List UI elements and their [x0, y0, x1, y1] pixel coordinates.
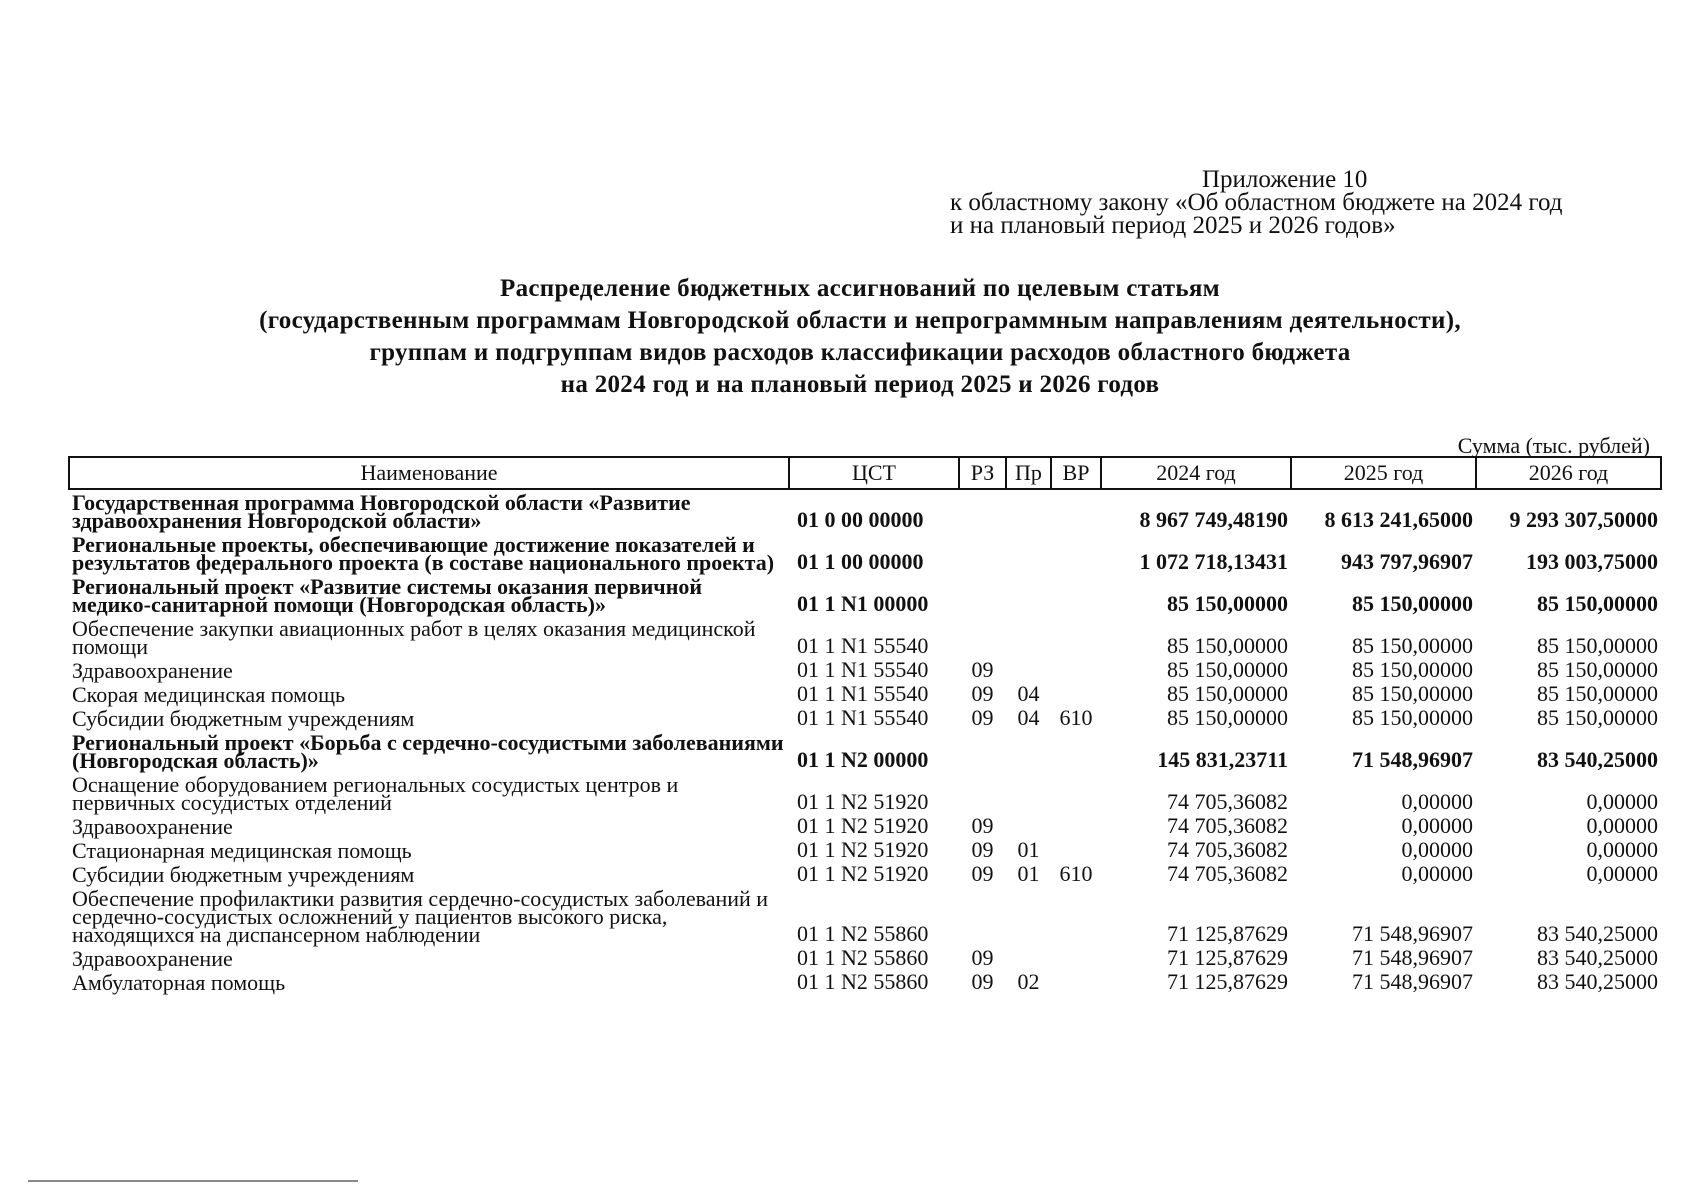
row-vr [1051, 489, 1101, 532]
row-2026: 0,00000 [1586, 813, 1658, 838]
units-label: Сумма (тыс. рублей) [1457, 433, 1650, 458]
row-pr [1006, 886, 1051, 946]
row-2024: 145 831,23711 [1157, 747, 1288, 772]
row-2026: 0,00000 [1586, 837, 1658, 862]
row-rz: 09 [971, 657, 994, 682]
table-body [69, 489, 1661, 994]
row-cst: 01 1 N2 00000 [797, 747, 929, 772]
table-row [69, 814, 1661, 838]
row-cst: 01 1 N2 51920 [797, 837, 929, 862]
row-2024: 74 705,36082 [1167, 861, 1288, 886]
table-row [69, 658, 1661, 682]
table-row [69, 970, 1661, 994]
row-2025: 71 548,96907 [1352, 969, 1473, 994]
row-cst: 01 1 N1 55540 [797, 633, 929, 658]
header-vr: ВР [1051, 457, 1101, 489]
row-name: Стационарная медицинская помощь [72, 838, 412, 863]
row-2026: 9 293 307,50000 [1509, 507, 1658, 532]
row-2026: 83 540,25000 [1537, 945, 1658, 970]
table-row [69, 772, 1661, 814]
row-name: Региональный проект «Борьба с сердечно-сосудистыми заболеваниями (Новгородская область)» [72, 730, 784, 773]
table-row [69, 730, 1661, 772]
row-pr: 01 [1017, 837, 1040, 862]
row-pr: 02 [1017, 969, 1040, 994]
row-cst: 01 1 N2 55860 [797, 945, 929, 970]
header-2024: 2024 год [1101, 457, 1291, 489]
table-row [69, 886, 1661, 946]
row-rz [959, 730, 1006, 772]
row-name: Обеспечение профилактики развития сердечно-сосудистых заболеваний и сердечно-сосудистых осложнений у пациентов высокого риска, находящихся на диспансерном наблюдении [72, 886, 769, 947]
appendix-law-reference: к областному закону «Об областном бюджете на 2024 год [950, 189, 1563, 216]
table-row [69, 706, 1661, 730]
title-line: (государственным программам Новгородской области и непрограммным направлениям деятельности), [259, 307, 1461, 334]
table-header-row [69, 457, 1661, 489]
row-cst: 01 1 N1 55540 [797, 681, 929, 706]
row-2024: 85 150,00000 [1167, 591, 1288, 616]
row-vr: 610 [1059, 705, 1093, 730]
row-name: Обеспечение закупки авиационных работ в целях оказания медицинской помощи [72, 616, 756, 659]
row-vr [1051, 772, 1101, 814]
header-name: Наименование [69, 457, 789, 489]
table-row [69, 946, 1661, 970]
row-name: Региональный проект «Развитие системы оказания первичной медико-санитарной помощи (Новгородская область)» [72, 574, 703, 617]
table-row [69, 862, 1661, 886]
footer-divider [28, 1180, 358, 1182]
row-2025: 71 548,96907 [1352, 747, 1473, 772]
row-pr [1006, 772, 1051, 814]
row-2026: 83 540,25000 [1537, 969, 1658, 994]
row-cst: 01 1 N1 00000 [797, 591, 929, 616]
row-2025: 85 150,00000 [1352, 681, 1473, 706]
row-2026: 85 150,00000 [1537, 705, 1658, 730]
row-name: Государственная программа Новгородской области «Развитие здравоохранения Новгородской области» [72, 490, 691, 533]
row-2025: 0,00000 [1401, 837, 1473, 862]
row-2025: 8 613 241,65000 [1324, 507, 1473, 532]
row-2024: 85 150,00000 [1167, 705, 1288, 730]
table-row [69, 532, 1661, 574]
row-name: Субсидии бюджетным учреждениям [72, 706, 415, 731]
row-cst: 01 0 00 00000 [797, 507, 924, 532]
row-2026: 0,00000 [1586, 789, 1658, 814]
row-pr [1006, 532, 1051, 574]
row-pr: 01 [1017, 861, 1040, 886]
row-pr [1006, 658, 1051, 682]
row-cst: 01 1 N2 51920 [797, 813, 929, 838]
row-rz [959, 574, 1006, 616]
row-cst: 01 1 N1 55540 [797, 705, 929, 730]
row-2024: 8 967 749,48190 [1139, 507, 1288, 532]
table-row [69, 838, 1661, 862]
row-2025: 943 797,96907 [1341, 549, 1473, 574]
row-2024: 71 125,87629 [1167, 945, 1288, 970]
row-pr [1006, 814, 1051, 838]
row-vr [1051, 682, 1101, 706]
row-rz: 09 [971, 837, 994, 862]
row-vr [1051, 532, 1101, 574]
appendix-period: и на плановый период 2025 и 2026 годов» [950, 212, 1396, 239]
row-2024: 71 125,87629 [1167, 969, 1288, 994]
document-title [60, 273, 1660, 401]
row-rz: 09 [971, 969, 994, 994]
row-cst: 01 1 N2 55860 [797, 921, 929, 946]
row-cst: 01 1 N2 51920 [797, 789, 929, 814]
row-pr [1006, 489, 1051, 532]
row-2025: 85 150,00000 [1352, 591, 1473, 616]
header-rz: РЗ [959, 457, 1006, 489]
row-pr [1006, 616, 1051, 658]
row-vr [1051, 574, 1101, 616]
table-row [69, 682, 1661, 706]
row-vr [1051, 814, 1101, 838]
row-vr [1051, 946, 1101, 970]
row-rz [959, 489, 1006, 532]
row-rz [959, 532, 1006, 574]
row-2024: 85 150,00000 [1167, 633, 1288, 658]
budget-table [68, 456, 1662, 994]
row-2025: 71 548,96907 [1352, 921, 1473, 946]
row-2024: 1 072 718,13431 [1139, 549, 1288, 574]
row-rz: 09 [971, 705, 994, 730]
row-name: Субсидии бюджетным учреждениям [72, 862, 415, 887]
row-rz [959, 772, 1006, 814]
row-2026: 83 540,25000 [1537, 921, 1658, 946]
row-2024: 71 125,87629 [1167, 921, 1288, 946]
row-name: Амбулаторная помощь [72, 970, 286, 995]
row-2025: 85 150,00000 [1352, 633, 1473, 658]
row-2024: 74 705,36082 [1167, 837, 1288, 862]
row-rz: 09 [971, 813, 994, 838]
header-2025: 2025 год [1291, 457, 1476, 489]
row-cst: 01 1 N1 55540 [797, 657, 929, 682]
row-vr [1051, 838, 1101, 862]
row-pr [1006, 574, 1051, 616]
row-2024: 74 705,36082 [1167, 789, 1288, 814]
table-row [69, 489, 1661, 532]
row-name: Региональные проекты, обеспечивающие достижение показателей и результатов федерального проекта (в составе национального проекта) [72, 532, 775, 575]
row-cst: 01 1 N2 51920 [797, 861, 929, 886]
row-pr [1006, 946, 1051, 970]
row-name: Здравоохранение [72, 946, 233, 971]
table-row [69, 616, 1661, 658]
row-2025: 0,00000 [1401, 789, 1473, 814]
row-2026: 85 150,00000 [1537, 633, 1658, 658]
row-rz [959, 616, 1006, 658]
title-line: группам и подгруппам видов расходов классификации расходов областного бюджета [369, 339, 1351, 366]
row-name: Здравоохранение [72, 814, 233, 839]
row-2025: 0,00000 [1401, 813, 1473, 838]
row-2026: 193 003,75000 [1526, 549, 1658, 574]
row-rz [959, 886, 1006, 946]
title-line: Распределение бюджетных ассигнований по целевым статьям [500, 275, 1220, 302]
row-vr [1051, 970, 1101, 994]
row-vr [1051, 658, 1101, 682]
title-line: на 2024 год и на плановый период 2025 и 2026 годов [560, 371, 1160, 398]
row-rz: 09 [971, 681, 994, 706]
row-2025: 0,00000 [1401, 861, 1473, 886]
row-2026: 85 150,00000 [1537, 591, 1658, 616]
table-row [69, 574, 1661, 616]
row-2026: 83 540,25000 [1537, 747, 1658, 772]
row-2026: 0,00000 [1586, 861, 1658, 886]
row-pr: 04 [1017, 705, 1040, 730]
row-2024: 74 705,36082 [1167, 813, 1288, 838]
row-rz: 09 [971, 861, 994, 886]
row-vr [1051, 730, 1101, 772]
header-pr: Пр [1006, 457, 1051, 489]
row-name: Здравоохранение [72, 658, 233, 683]
row-2025: 71 548,96907 [1352, 945, 1473, 970]
header-cst: ЦСТ [789, 457, 959, 489]
appendix-header [950, 168, 1670, 237]
row-vr [1051, 886, 1101, 946]
row-name: Оснащение оборудованием региональных сосудистых центров и первичных сосудистых отделений [72, 772, 679, 815]
row-vr [1051, 616, 1101, 658]
row-2024: 85 150,00000 [1167, 657, 1288, 682]
row-pr: 04 [1017, 681, 1040, 706]
row-cst: 01 1 00 00000 [797, 549, 924, 574]
appendix-number: Приложение 10 [1202, 166, 1368, 193]
row-2025: 85 150,00000 [1352, 705, 1473, 730]
header-2026: 2026 год [1476, 457, 1661, 489]
row-2026: 85 150,00000 [1537, 681, 1658, 706]
row-2024: 85 150,00000 [1167, 681, 1288, 706]
row-name: Скорая медицинская помощь [72, 682, 346, 707]
row-2025: 85 150,00000 [1352, 657, 1473, 682]
row-rz: 09 [971, 945, 994, 970]
row-2026: 85 150,00000 [1537, 657, 1658, 682]
row-pr [1006, 730, 1051, 772]
row-vr: 610 [1059, 861, 1093, 886]
row-cst: 01 1 N2 55860 [797, 969, 929, 994]
